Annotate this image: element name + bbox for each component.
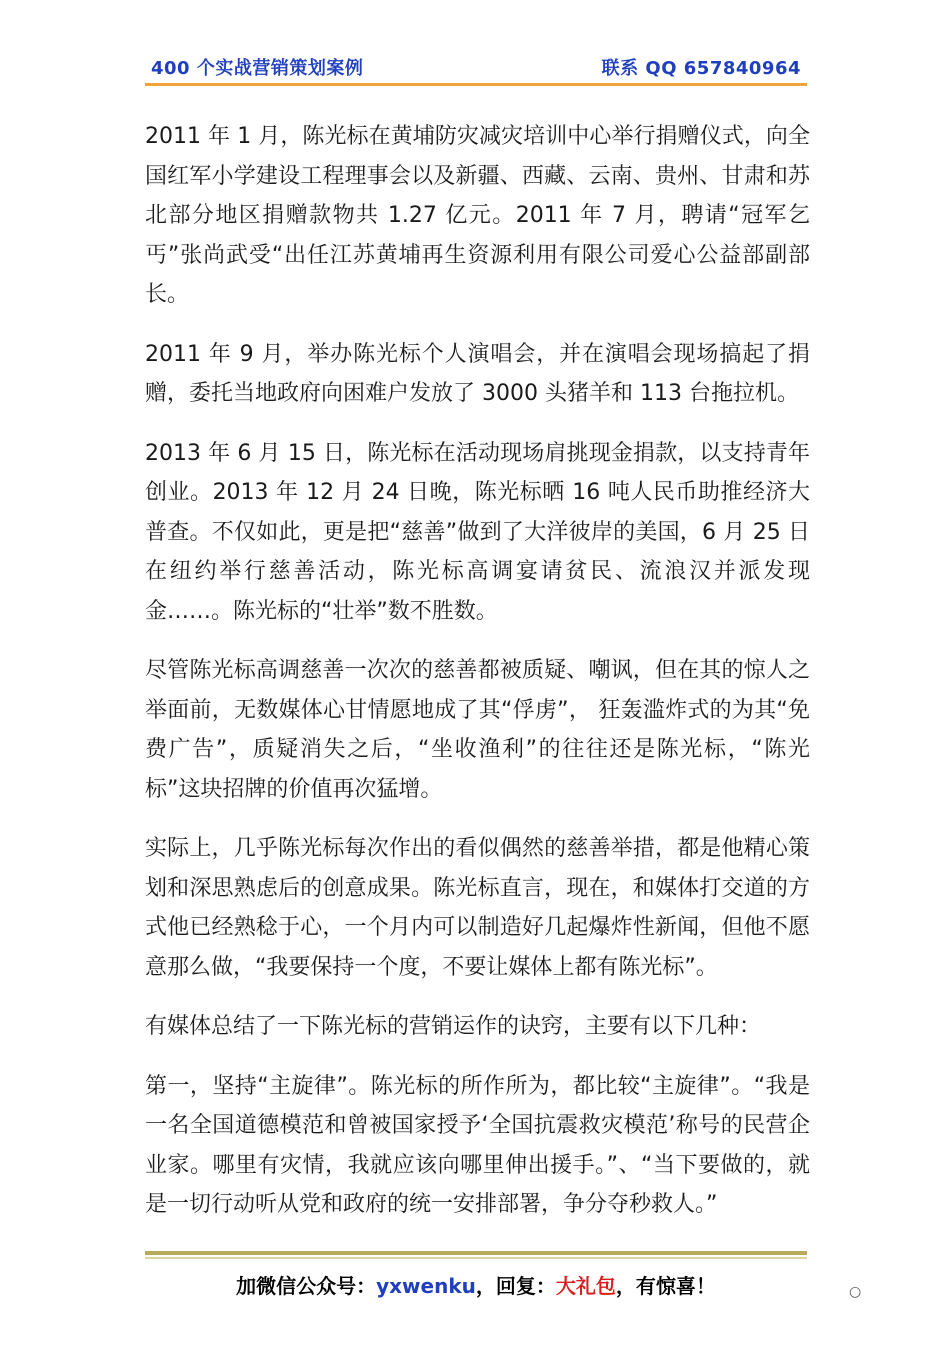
footer-suffix: ，有惊喜！ [615,1274,716,1298]
paragraph-1: 2011 年 1 月，陈光标在黄埔防灾减灾培训中心举行捐赠仪式，向全国红军小学建设工程理事会以及新疆、西藏、云南、贵州、甘肃和苏北部分地区捐赠款物共 1.27 亿元。2011 年 7 月，聘请“冠军乞丐”张尚武受“出任江苏黄埔再生资源利用有限公司爱心公益部副部长。 [145,124,810,307]
header-divider [145,83,807,86]
footer-divider-thin [145,1257,807,1259]
paragraph-5: 实际上，几乎陈光标每次作出的看似偶然的慈善举措，都是他精心策划和深思熟虑后的创意成果。陈光标直言，现在，和媒体打交道的方式他已经熟稔于心，一个月内可以制造好几起爆炸性新闻，但他不愿意那么做，“我要保持一个度，不要让媒体上都有陈光标”。 [145,836,810,980]
footer-middle: ，回复： [475,1274,556,1298]
paragraph-7: 第一，坚持“主旋律”。陈光标的所作所为，都比较“主旋律”。“我是一名全国道德模范和曾被国家授予‘全国抗震救灾模范’称号的民营企业家。哪里有灾情，我就应该向哪里伸出援手。”、“当下要做的，就是一切行动听从党和政府的统一安排部署，争分夺秒救人。” [145,1073,810,1217]
paragraph-6: 有媒体总结了一下陈光标的营销运作的诀窍，主要有以下几种： [145,1014,762,1039]
header-title: 400 个实战营销策划案例 [151,58,364,79]
paragraph-2: 2011 年 9 月，举办陈光标个人演唱会，并在演唱会现场搞起了捐赠，委托当地政府向困难户发放了 3000 头猪羊和 113 台拖拉机。 [145,341,810,406]
header-contact: 联系 QQ 657840964 [601,58,801,79]
footer-divider [145,1251,807,1255]
page-mark: ○ [849,1284,862,1300]
footer-promo [145,1270,807,1299]
footer-prefix: 加微信公众号： [236,1274,377,1298]
paragraph-3: 2013 年 6 月 15 日，陈光标在活动现场肩挑现金捐款，以支持青年创业。2013 年 12 月 24 日晚，陈光标晒 16 吨人民币助推经济大普查。不仅如此，更是把“慈善”做到了大洋彼岸的美国，6 月 25 日在纽约举行慈善活动，陈光标高调宴请贫民、流浪汉并派发现金……。陈光标的“壮举”数不胜数。 [145,440,810,624]
gift-keyword: 大礼包 [555,1274,616,1298]
wechat-account: yxwenku [376,1274,476,1298]
article-body [145,117,810,1245]
paragraph-4: 尽管陈光标高调慈善一次次的慈善都被质疑、嘲讽，但在其的惊人之举面前，无数媒体心甘情愿地成了其“俘虏”， 狂轰滥炸式的为其“免费广告”，质疑消失之后，“坐收渔利”的往往还是陈光标，“陈光标”这块招牌的价值再次猛增。 [145,658,810,802]
page-header [145,54,807,80]
